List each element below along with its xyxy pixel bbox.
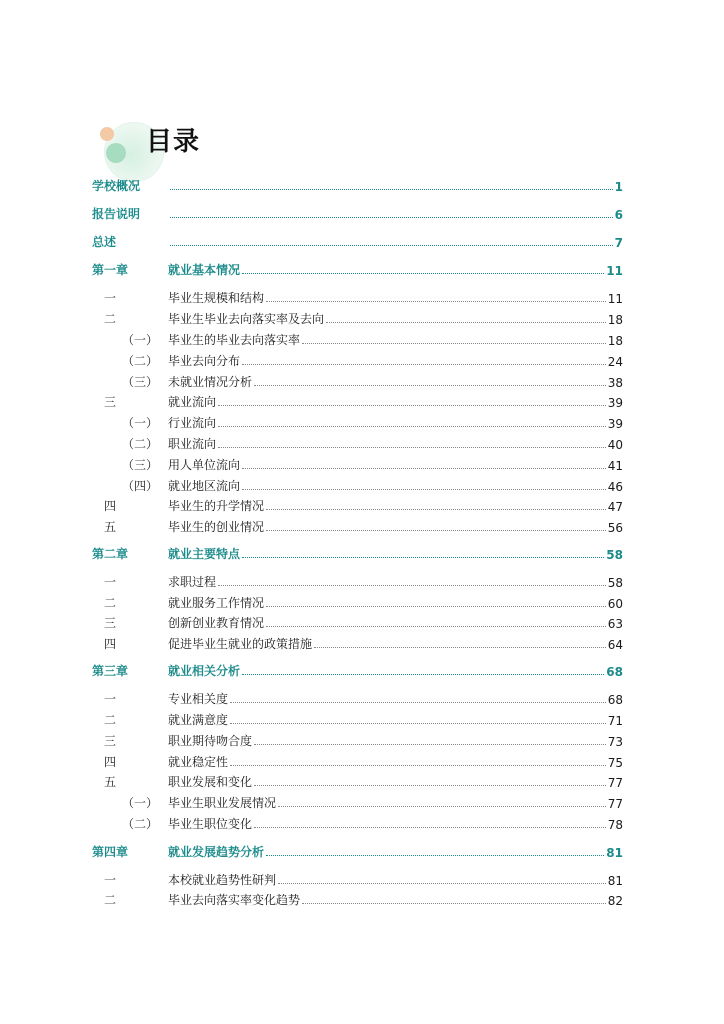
toc-entry-number: （三） <box>122 458 159 472</box>
toc-leader-dots <box>254 743 606 745</box>
toc-entry-label: 促进毕业生就业的政策措施 <box>168 637 313 651</box>
toc-entry-label: 毕业生的毕业去向落实率 <box>168 333 301 347</box>
toc-entry-page: 78 <box>607 818 623 832</box>
toc-leader-dots <box>314 646 606 648</box>
toc-entry-label: 就业相关分析 <box>168 664 241 678</box>
toc-entry-number: 报告说明 <box>92 207 141 221</box>
toc-entry-number: 三 <box>104 395 117 409</box>
toc-entry-label: 职业发展和变化 <box>168 775 253 789</box>
toc-entry-label: 就业发展趋势分析 <box>168 845 265 859</box>
toc-entry-number: 一 <box>104 575 117 589</box>
toc-entry-label: 专业相关度 <box>168 692 229 706</box>
toc-leader-dots <box>170 216 613 218</box>
toc-entry-label: 就业服务工作情况 <box>168 596 265 610</box>
toc-entry-page: 39 <box>607 417 623 431</box>
toc-entry-label: 就业流向 <box>168 395 217 409</box>
toc-entry-page: 77 <box>607 776 623 790</box>
toc-entry-label: 求职过程 <box>168 575 217 589</box>
toc-entry-page: 18 <box>607 313 623 327</box>
toc-entry[interactable] <box>92 770 623 790</box>
toc-leader-dots <box>266 625 606 627</box>
toc-entry[interactable] <box>92 812 623 832</box>
toc-leader-dots <box>230 764 606 766</box>
toc-entry-number: 第四章 <box>92 845 129 859</box>
toc-entry-page: 82 <box>607 894 623 908</box>
toc-entry[interactable] <box>92 328 623 348</box>
toc-entry[interactable] <box>92 370 623 390</box>
toc-entry-label: 毕业去向分布 <box>168 354 241 368</box>
toc-entry-page: 58 <box>607 576 623 590</box>
toc-entry[interactable] <box>92 230 623 250</box>
toc-entry[interactable] <box>92 611 623 631</box>
toc-entry-page: 24 <box>607 355 623 369</box>
toc-entry-page: 6 <box>614 208 623 222</box>
toc-entry-page: 81 <box>607 874 623 888</box>
logo-orange-circle <box>100 127 114 141</box>
toc-entry-page: 68 <box>606 665 623 679</box>
toc-entry-number: 四 <box>104 637 117 651</box>
toc-entry-page: 63 <box>607 617 623 631</box>
toc-entry-number: 一 <box>104 873 117 887</box>
toc-leader-dots <box>242 272 604 274</box>
toc-leader-dots <box>218 584 606 586</box>
toc-entry[interactable] <box>92 390 623 410</box>
toc-leader-dots <box>170 188 613 190</box>
toc-entry-number: 学校概况 <box>92 179 141 193</box>
toc-entry-number: 四 <box>104 499 117 513</box>
page-title: 目录 <box>146 127 201 157</box>
toc-entry[interactable] <box>92 286 623 306</box>
toc-entry-page: 1 <box>614 180 623 194</box>
toc-leader-dots <box>242 467 606 469</box>
toc-leader-dots <box>266 854 604 856</box>
toc-leader-dots <box>170 244 613 246</box>
toc-entry-number: 二 <box>104 596 117 610</box>
toc-entry-number: （四） <box>122 479 159 493</box>
toc-leader-dots <box>254 826 606 828</box>
toc-leader-dots <box>254 784 606 786</box>
toc-leader-dots <box>242 556 604 558</box>
toc-leader-dots <box>242 363 606 365</box>
toc-entry-label: 就业基本情况 <box>168 263 241 277</box>
toc-entry-number: （一） <box>122 333 159 347</box>
toc-entry-page: 7 <box>614 236 623 250</box>
toc-entry[interactable] <box>92 174 623 194</box>
toc-leader-dots <box>278 882 606 884</box>
toc-entry-number: 第三章 <box>92 664 129 678</box>
toc-entry-number: （二） <box>122 437 159 451</box>
toc-leader-dots <box>278 805 606 807</box>
toc-entry-page: 71 <box>607 714 623 728</box>
toc-entry-label: 就业稳定性 <box>168 755 229 769</box>
toc-entry-number: 一 <box>104 291 117 305</box>
toc-entry-label: 就业满意度 <box>168 713 229 727</box>
toc-leader-dots <box>218 446 606 448</box>
toc-entry-number: 四 <box>104 755 117 769</box>
toc-entry[interactable] <box>92 202 623 222</box>
toc-entry[interactable] <box>92 258 623 278</box>
toc-leader-dots <box>302 342 606 344</box>
toc-leader-dots <box>242 673 604 675</box>
toc-entry-number: （二） <box>122 354 159 368</box>
toc-entry[interactable] <box>92 349 623 369</box>
toc-entry-page: 58 <box>606 548 623 562</box>
toc-entry-number: （一） <box>122 796 159 810</box>
toc-entry-label: 行业流向 <box>168 416 217 430</box>
toc-leader-dots <box>266 508 606 510</box>
toc-entry-page: 68 <box>607 693 623 707</box>
toc-entry-number: 三 <box>104 734 117 748</box>
toc-entry[interactable] <box>92 591 623 611</box>
toc-entry-page: 77 <box>607 797 623 811</box>
toc-entry[interactable] <box>92 432 623 452</box>
toc-entry[interactable] <box>92 687 623 707</box>
toc-entry-number: 五 <box>104 520 117 534</box>
toc-entry-number: （三） <box>122 375 159 389</box>
toc-entry-page: 41 <box>607 459 623 473</box>
toc-entry-label: 毕业去向落实率变化趋势 <box>168 893 301 907</box>
toc-leader-dots <box>242 488 606 490</box>
toc-entry[interactable] <box>92 729 623 749</box>
toc-entry-page: 60 <box>607 597 623 611</box>
toc-entry-label: 未就业情况分析 <box>168 375 253 389</box>
toc-entry-number: （一） <box>122 416 159 430</box>
toc-entry-page: 18 <box>607 334 623 348</box>
toc-leader-dots <box>230 722 606 724</box>
toc-entry-label: 毕业生规模和结构 <box>168 291 265 305</box>
toc-entry-number: 二 <box>104 713 117 727</box>
toc-entry-label: 毕业生职业发展情况 <box>168 796 277 810</box>
toc-entry-page: 11 <box>606 264 623 278</box>
toc-entry-page: 38 <box>607 376 623 390</box>
toc-entry-label: 职业流向 <box>168 437 217 451</box>
toc-entry[interactable] <box>92 307 623 327</box>
toc-entry-number: 二 <box>104 893 117 907</box>
toc-entry[interactable] <box>92 542 623 562</box>
toc-entry-number: 三 <box>104 616 117 630</box>
toc-entry-label: 职业期待吻合度 <box>168 734 253 748</box>
toc-entry-label: 毕业生职位变化 <box>168 817 253 831</box>
toc-entry-label: 毕业生的创业情况 <box>168 520 265 534</box>
toc-entry-page: 46 <box>607 480 623 494</box>
toc-leader-dots <box>230 701 606 703</box>
toc-entry-page: 81 <box>606 846 623 860</box>
toc-entry[interactable] <box>92 515 623 535</box>
toc-leader-dots <box>266 529 606 531</box>
toc-entry-page: 64 <box>607 638 623 652</box>
toc-entry[interactable] <box>92 453 623 473</box>
toc-entry-number: 一 <box>104 692 117 706</box>
toc-entry-label: 用人单位流向 <box>168 458 241 472</box>
toc-entry-number: 第一章 <box>92 263 129 277</box>
toc-entry-page: 47 <box>607 500 623 514</box>
toc-entry[interactable] <box>92 868 623 888</box>
toc-entry-number: 二 <box>104 312 117 326</box>
toc-entry-number: 五 <box>104 775 117 789</box>
toc-entry-number: 总述 <box>92 235 117 249</box>
toc-entry-label: 就业地区流向 <box>168 479 241 493</box>
toc-entry[interactable] <box>92 474 623 494</box>
toc-entry-number: （二） <box>122 817 159 831</box>
toc-entry-page: 73 <box>607 735 623 749</box>
toc-entry[interactable] <box>92 494 623 514</box>
toc-leader-dots <box>302 902 606 904</box>
toc-entry[interactable] <box>92 659 623 679</box>
toc-entry[interactable] <box>92 888 623 908</box>
toc-leader-dots <box>326 321 606 323</box>
toc-entry[interactable] <box>92 708 623 728</box>
toc-entry-label: 就业主要特点 <box>168 547 241 561</box>
toc-leader-dots <box>218 404 606 406</box>
toc-entry[interactable] <box>92 791 623 811</box>
toc-entry-page: 56 <box>607 521 623 535</box>
toc-leader-dots <box>266 605 606 607</box>
toc-entry-label: 毕业生的升学情况 <box>168 499 265 513</box>
toc-entry-page: 11 <box>607 292 623 306</box>
toc-leader-dots <box>254 384 606 386</box>
toc-leader-dots <box>266 300 606 302</box>
toc-entry[interactable] <box>92 570 623 590</box>
toc-leader-dots <box>218 425 606 427</box>
toc-entry-page: 40 <box>607 438 623 452</box>
toc-entry-page: 39 <box>607 396 623 410</box>
toc-entry[interactable] <box>92 750 623 770</box>
toc-entry[interactable] <box>92 840 623 860</box>
toc-entry[interactable] <box>92 411 623 431</box>
toc-entry-label: 毕业生毕业去向落实率及去向 <box>168 312 325 326</box>
toc-entry-number: 第二章 <box>92 547 129 561</box>
toc-entry-label: 本校就业趋势性研判 <box>168 873 277 887</box>
toc-entry-label: 创新创业教育情况 <box>168 616 265 630</box>
logo-green-circle <box>106 143 126 163</box>
toc-entry-page: 75 <box>607 756 623 770</box>
toc-entry[interactable] <box>92 632 623 652</box>
